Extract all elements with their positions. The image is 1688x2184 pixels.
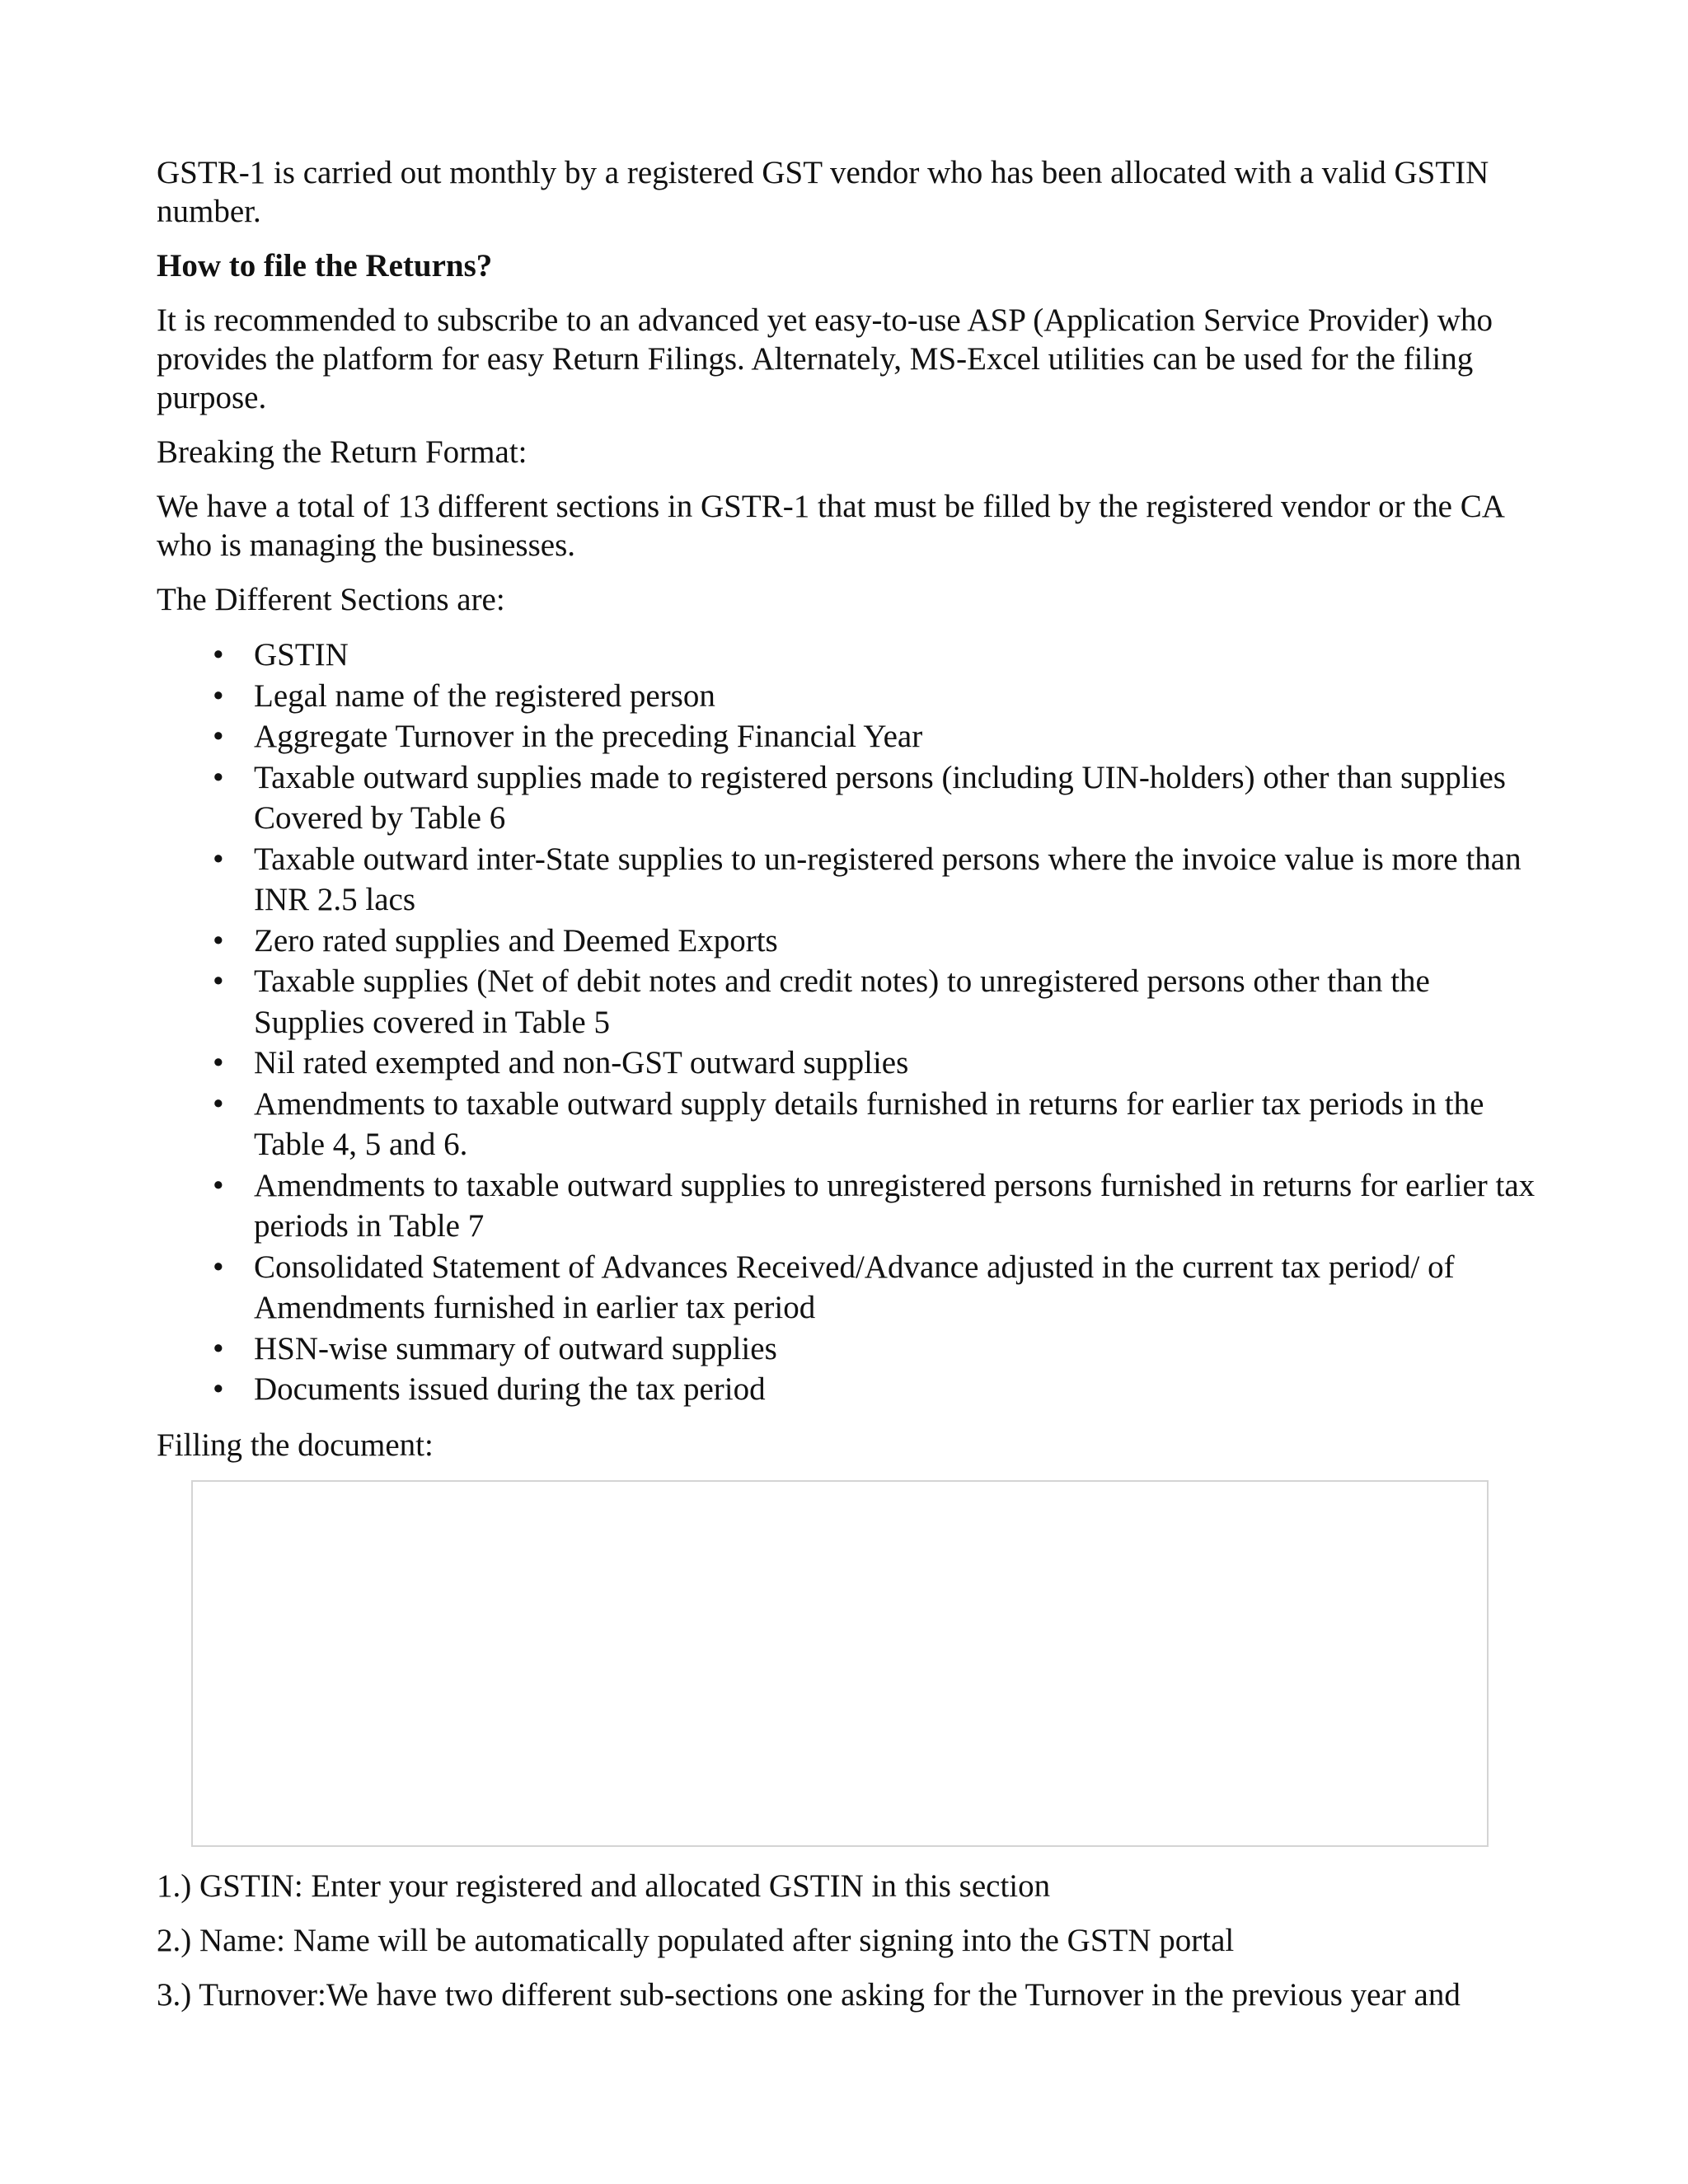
- step-item: 1.) GSTIN: Enter your registered and allocated GSTIN in this section: [157, 1868, 1051, 1904]
- step-item: 2.) Name: Name will be automatically populated after signing into the GSTN portal: [157, 1922, 1235, 1958]
- list-item-text: Documents issued during the tax period: [254, 1371, 766, 1407]
- filling-paragraph: Filling the document:: [157, 1427, 434, 1463]
- list-item-text: Taxable outward inter-State supplies to un-registered persons where the invoice value is more than INR 2.5 lacs: [254, 841, 1522, 917]
- list-item: [157, 757, 1541, 839]
- bullet-icon: •: [213, 1371, 224, 1407]
- document-page: [157, 153, 1541, 2030]
- bullet-icon: •: [213, 1167, 224, 1203]
- bullet-icon: •: [213, 922, 224, 958]
- list-item-text: Amendments to taxable outward supplies to unregistered persons furnished in returns for earlier tax periods in Table 7: [254, 1167, 1536, 1244]
- list-item-text: Taxable outward supplies made to registered persons (including UIN-holders) other than supplies Covered by Table 6: [254, 759, 1506, 836]
- bullet-icon: •: [213, 841, 224, 877]
- breaking-paragraph: Breaking the Return Format:: [157, 434, 528, 470]
- list-item: [157, 1329, 1541, 1370]
- list-item: [157, 921, 1541, 962]
- list-item: [157, 1043, 1541, 1084]
- list-item-text: Zero rated supplies and Deemed Exports: [254, 922, 778, 958]
- bullet-icon: •: [213, 1330, 224, 1366]
- bullet-icon: •: [213, 719, 224, 754]
- list-item: [157, 676, 1541, 717]
- section-heading: How to file the Returns?: [157, 248, 493, 284]
- list-item: [157, 1247, 1541, 1329]
- list-item-text: Legal name of the registered person: [254, 677, 715, 714]
- steps-list: [157, 1867, 1541, 2014]
- sections-list: [157, 635, 1541, 1410]
- list-item-text: Nil rated exempted and non-GST outward supplies: [254, 1045, 909, 1080]
- bullet-icon: •: [213, 1249, 224, 1285]
- list-item: [157, 716, 1541, 757]
- sections-intro: The Different Sections are:: [157, 582, 505, 617]
- list-item-text: Aggregate Turnover in the preceding Financial Year: [254, 719, 923, 754]
- list-item-text: Consolidated Statement of Advances Received/Advance adjusted in the current tax period/ of Amendments furnished in earlier tax period: [254, 1249, 1455, 1325]
- list-item-text: HSN-wise summary of outward supplies: [254, 1330, 777, 1366]
- bullet-icon: •: [213, 1045, 224, 1080]
- list-item-text: Amendments to taxable outward supply details furnished in returns for earlier tax periods in the Table 4, 5 and 6.: [254, 1085, 1484, 1162]
- list-item-text: Taxable supplies (Net of debit notes and credit notes) to unregistered persons other than the Supplies covered in Table 5: [254, 963, 1430, 1040]
- list-item: [157, 961, 1541, 1043]
- step-item: 3.) Turnover:We have two different sub-sections one asking for the Turnover in the previous year and: [157, 1976, 1461, 2013]
- bullet-icon: •: [213, 759, 224, 795]
- intro-paragraph: GSTR-1 is carried out monthly by a registered GST vendor who has been allocated with a valid GSTIN number.: [157, 155, 1489, 229]
- list-item: [157, 839, 1541, 921]
- bullet-icon: •: [213, 963, 224, 999]
- bullet-icon: •: [213, 637, 224, 673]
- bullet-icon: •: [213, 677, 224, 714]
- bullet-icon: •: [213, 1085, 224, 1122]
- list-item: [157, 1165, 1541, 1247]
- image-placeholder: [191, 1480, 1489, 1847]
- list-item-text: GSTIN: [254, 637, 349, 673]
- list-item: [157, 635, 1541, 676]
- recommend-paragraph: It is recommended to subscribe to an advanced yet easy-to-use ASP (Application Service Provider) who provides the platform for easy Return Filings. Alternately, MS-Excel utilities can be used for the filing purpose.: [157, 302, 1493, 415]
- total-paragraph: We have a total of 13 different sections in GSTR-1 that must be filled by the registered vendor or the CA who is managing the businesses.: [157, 489, 1503, 563]
- list-item: [157, 1084, 1541, 1165]
- list-item: [157, 1369, 1541, 1410]
